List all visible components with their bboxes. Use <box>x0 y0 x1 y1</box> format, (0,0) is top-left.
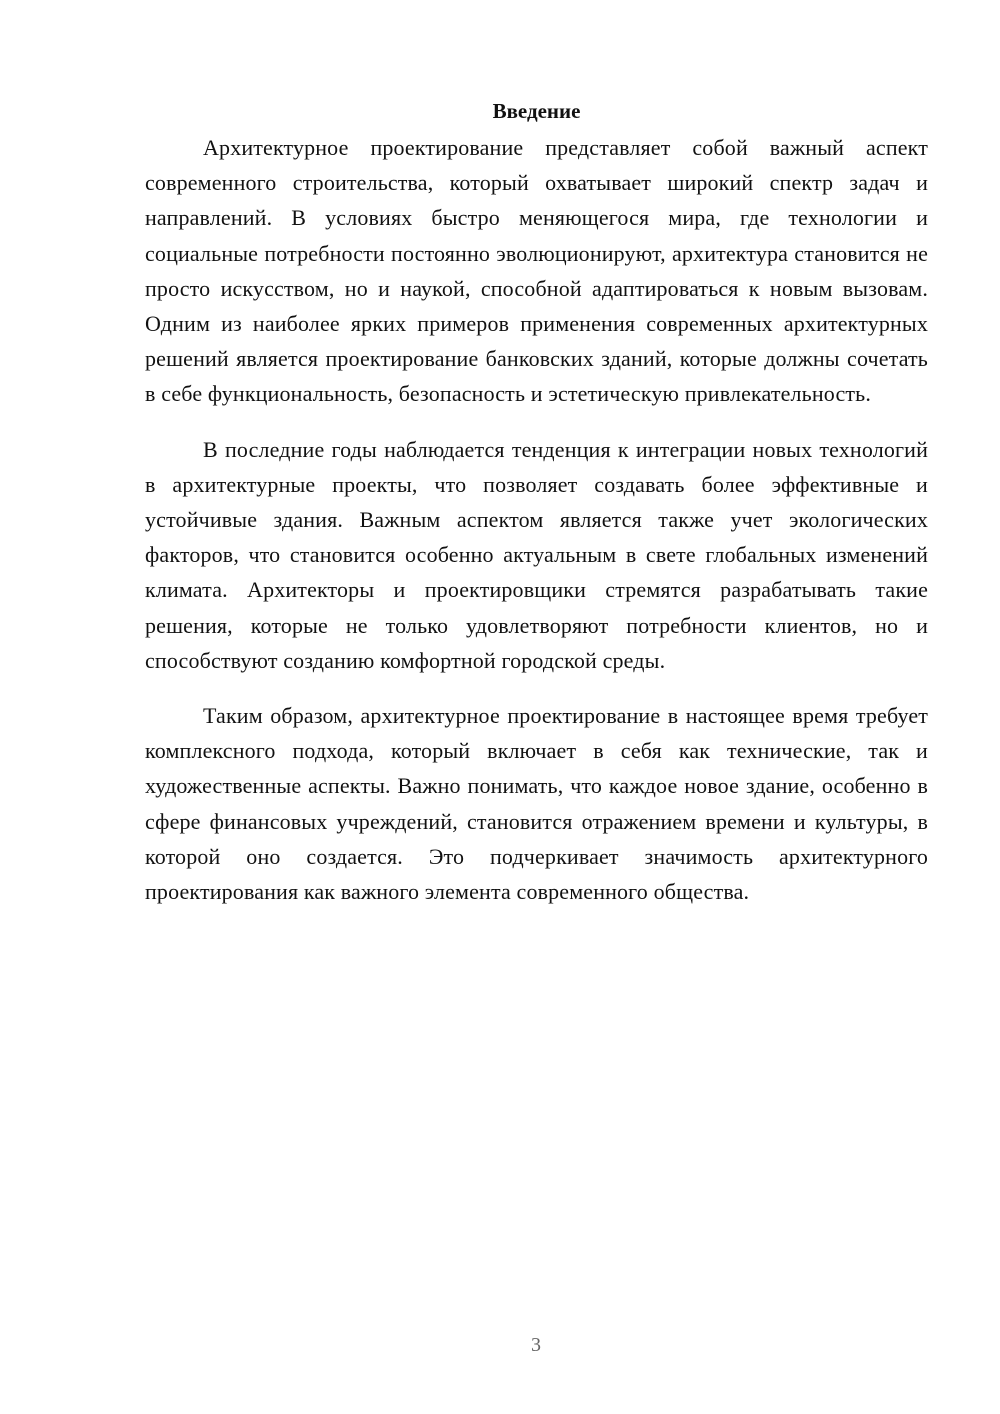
page-number: 3 <box>531 1334 541 1356</box>
paragraph-conclusion: Таким образом, архитектурное проектирование в настоящее время требует комплексного подхода, который включает в себя как технические, так и художественные аспекты. Важно понимать, что каждое новое здание, особенно в сфере финансовых учреждений, становится отражением времени и культуры, в которой оно создается. Это подчеркивает значимость архитектурного проектирования как важного элемента современного общества. <box>145 703 928 905</box>
page-content <box>145 96 928 929</box>
paragraph-technology: В последние годы наблюдается тенденция к интеграции новых технологий в архитектурные проекты, что позволяет создавать более эффективные и устойчивые здания. Важным аспектом является также учет экологических факторов, что становится особенно актуальным в свете глобальных изменений климата. Архитекторы и проектировщики стремятся разрабатывать такие решения, которые не только удовлетворяют потребности клиентов, но и способствуют созданию комфортной городской среды. <box>145 436 928 673</box>
paragraph-intro: Архитектурное проектирование представляет собой важный аспект современного строительства, который охватывает широкий спектр задач и направлений. В условиях быстро меняющегося мира, где технологии и социальные потребности постоянно эволюционируют, архитектура становится не просто искусством, но и наукой, способной адаптироваться к новым вызовам. Одним из наиболее ярких примеров применения современных архитектурных решений является проектирование банковских зданий, которые должны сочетать в себе функциональность, безопасность и эстетическую привлекательность. <box>145 135 928 407</box>
section-heading: Введение <box>492 99 581 123</box>
